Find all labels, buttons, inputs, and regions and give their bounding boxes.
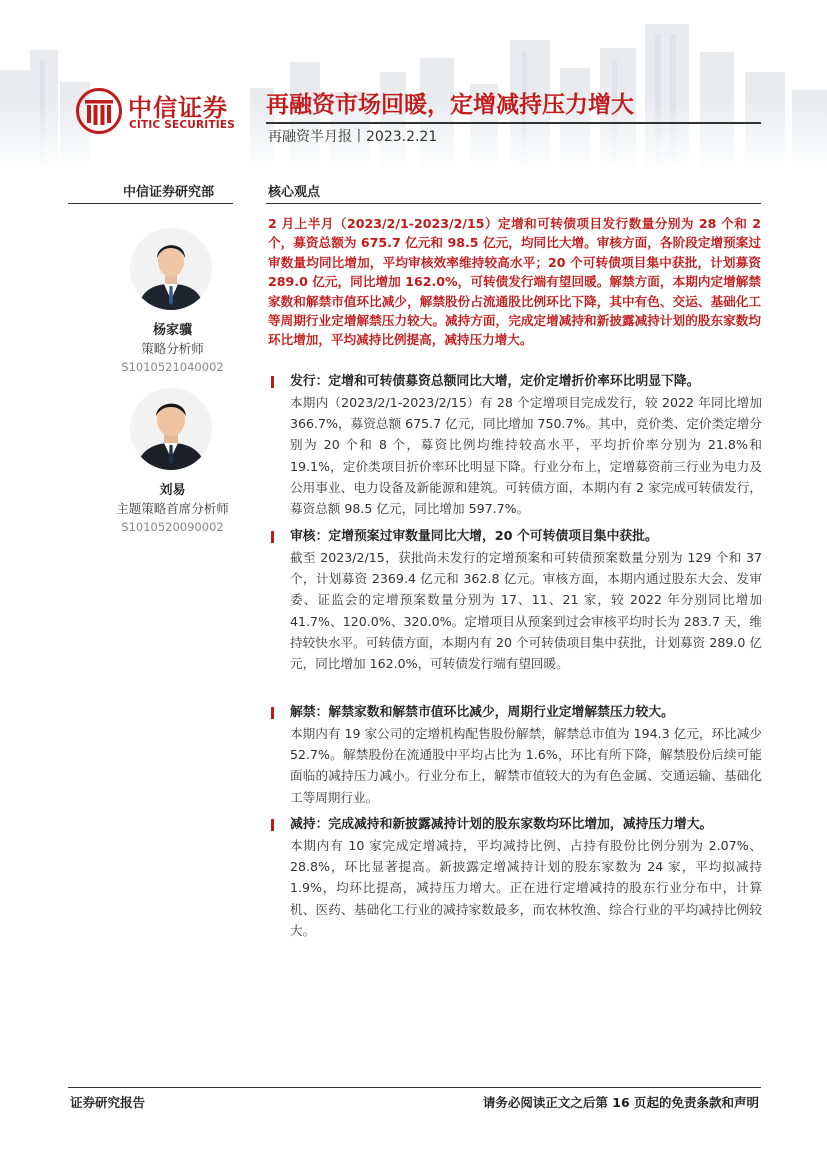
analyst-title: 主题策略首席分析师 (116, 501, 229, 516)
analyst-license-id: S1010520090002 (121, 520, 224, 534)
footer-disclaimer: 请务必阅读正文之后第 16 页起的免责条款和声明 (482, 1095, 759, 1110)
section-heading (268, 703, 762, 723)
bullet-marker (271, 707, 274, 719)
analyst-name: 杨家骥 (152, 323, 192, 338)
section-lockup-expiry (268, 703, 762, 808)
section-heading (268, 372, 762, 392)
logo-name-en: CITIC SECURITIES (129, 119, 236, 131)
analyst-photo (130, 228, 212, 310)
core-view-summary: 2 月上半月（2023/2/1-2023/2/15）定增和可转债项目发行数量分别为 28 个和 2 个，募资总额为 675.7 亿元和 98.5 亿元，均同比大增。审核方面，各阶段定增预案过审数量均同比增加，平均审核效率维持较高水平；20 个可转债项目集中获批，计划募资 289.0 亿元，同比增加 162.0%，可转债发行端有望回暖。解禁方面，本期内定增解禁家数和解禁市值环比减少，解禁股份占流通股比例环比下降，其中有色、交运、基础化工等周期行业定增解禁压力较大。减持方面，完成定增减持和新披露减持计划的股东家数均环比增加，平均减持比例提高，减持压力增大。 (268, 216, 761, 348)
analyst-card (90, 322, 255, 376)
analyst-name: 刘易 (159, 483, 186, 498)
bullet-marker (271, 531, 274, 543)
section-headline: 定增预案过审数量同比大增，20 个可转债项目集中获批。 (328, 529, 658, 544)
analyst-photo (130, 388, 212, 470)
section-body: 截至 2023/2/15，获批尚未发行的定增预案和可转债预案数量分别为 129 个和 37 个，计划募资 2369.4 亿元和 362.8 亿元。审核方面，本期内通过股东大会、发审委、证监会的定增预案数量分别为 17、11、21 家，较 2022 年分别同比增加 41.7%、120.0%、320.0%。定增项目从预案到过会审核平均时长为 283.7 天，维持较快水平。可转债方面，本期内有 20 个可转债项目集中获批，计划募资 289.0 亿元，同比增加 162.0%，可转债发行端有望回暖。 (290, 550, 762, 672)
section-issuance (268, 372, 762, 519)
section-headline: 定增和可转债募资总额同比大增，定价定增折价率环比明显下降。 (328, 374, 700, 389)
section-headline: 解禁家数和解禁市值环比减少，周期行业定增解禁压力较大。 (328, 705, 674, 720)
research-dept-heading: 中信证券研究部 (123, 185, 215, 200)
analyst-portrait-icon (130, 228, 212, 310)
analyst-portrait-icon (130, 388, 212, 470)
report-subtitle: 再融资半月报丨2023.2.21 (268, 129, 438, 145)
citic-logo-icon (76, 88, 122, 134)
bullet-marker (271, 819, 274, 831)
section-keyword: 减持： (290, 817, 329, 832)
footer-divider (68, 1087, 761, 1088)
citic-securities-logo (76, 86, 256, 136)
section-body: 本期内有 10 家完成定增减持，平均减持比例、占持有股份比例分别为 2.07%、28.8%，环比显著提高。新披露定增减持计划的股东家数为 24 家，平均拟减持 1.9%，均环比提高，减持压力增大。正在进行定增减持的股东行业分布中，计算机、医药、基础化工行业的减持家数最多，而农林牧渔、综合行业的平均减持比例较大。 (290, 838, 762, 938)
section-body: 本期内有 19 家公司的定增机构配售股份解禁，解禁总市值为 194.3 亿元，环比减少 52.7%。解禁股份在流通股中平均占比为 1.6%，环比有所下降，解禁股份后续可能面临的减持压力减小。行业分布上，解禁市值较大的为有色金属、交通运输、基础化工等周期行业。 (290, 726, 762, 805)
section-body: 本期内（2023/2/1-2023/2/15）有 28 个定增项目完成发行，较 2022 年同比增加 366.7%，募资总额 675.7 亿元，同比增加 750.7%。其中，竞价类、定价类定增分别为 20 个和 8 个，募资比例均维持较高水平，平均折价率分别为 21.8%和 19.1%，定价类项目折价率环比明显下降。行业分布上，定增募资前三行业为电力及公用事业、电力设备及新能源和建筑。可转债方面，本期内有 2 家完成可转债发行，募资总额 98.5 亿元，同比增加 597.7%。 (290, 395, 762, 517)
section-headline: 完成减持和新披露减持计划的股东家数均环比增加，减持压力增大。 (328, 817, 713, 832)
footer-report-type: 证券研究报告 (70, 1095, 146, 1110)
section-keyword: 审核： (290, 529, 329, 544)
section-heading (268, 527, 762, 547)
section-keyword: 发行： (290, 374, 329, 389)
bullet-marker (271, 376, 274, 388)
analyst-title: 策略分析师 (141, 341, 204, 356)
title-divider (266, 122, 761, 124)
section-review (268, 527, 762, 674)
logo-name-cn: 中信证券 (128, 94, 228, 122)
section-reduction (268, 815, 762, 941)
report-title: 再融资市场回暖，定增减持压力增大 (266, 92, 634, 118)
right-heading-divider (266, 203, 761, 204)
section-heading (268, 815, 762, 835)
analyst-card (90, 482, 255, 536)
core-view-heading: 核心观点 (268, 185, 321, 200)
analyst-license-id: S1010521040002 (121, 360, 224, 374)
section-keyword: 解禁： (290, 705, 329, 720)
left-heading-divider (68, 203, 233, 204)
